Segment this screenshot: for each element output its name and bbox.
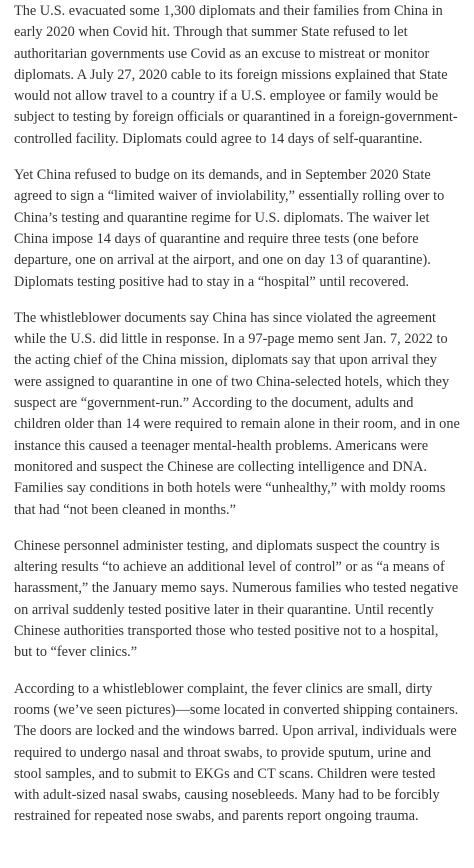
article-paragraph: The U.S. evacuated some 1,300 diplomats and their families from China in early 2020 when Covid hit. Through that summer State refused to let authoritarian governments use Covid as an excuse to mistreat or monitor diplomats. A July 27, 2020 cable to its foreign missions explained that State would not allow travel to a country if a U.S. employee or family would be subject to testing by foreign officials or quarantined in a foreign-government-controlled facility. Diplomats could agree to 14 days of self-quarantine. [14,3,458,147]
article-paragraph: Yet China refused to budge on its demands, and in September 2020 State agreed to sign a “limited waiver of inviolability,” essentially rolling over to China’s testing and quarantine regime for U.S. diplomats. The waiver let China impose 14 days of quarantine and require three tests (one before departure, one on arrival at the airport, and one on day 13 of quarantine). Diplomats testing positive had to stay in a “hospital” until recovered. [14,167,445,290]
article-paragraph: The whistleblower documents say China has since violated the agreement while the U.S. did little in response. In a 97-page memo sent Jan. 7, 2022 to the acting chief of the China mission, diplomats say that upon arrival they were assigned to quarantine in one of two China-selected hotels, which they suspect are “government-run.” According to the document, adults and children older than 14 were required to remain alone in their room, and in one instance this caused a teenager mental-health problems. Americans were monitored and suspect the Chinese are collecting intelligence and DNA. Families say conditions in both hotels were “unhealthy,” with moldy rooms that had “not been cleaned in months.” [14,309,460,518]
article-paragraph: Chinese personnel administer testing, and diplomats suspect the country is altering results “to achieve an additional level of control” or as “a means of harassment,” the January memo says. Numerous families who tested negative on arrival suddenly tested positive later in their quarantine. Until recently Chinese authorities transported those who tested positive not to a hospital, but to “fever clinics.” [14,537,459,661]
article-paragraph: According to a whistleblower complaint, the fever clinics are small, dirty rooms (we’ve seen pictures)—some located in converted shipping containers. The doors are locked and the windows barred. Upon arrival, individuals were required to undergo nasal and throat swabs, to provide sputum, urine and stool samples, and to submit to EKGs and CT scans. Children were tested with adult-sized nasal swabs, causing nosebleeds. Many had to be forcibly restrained for repeated nose swabs, and parents report ongoing trauma. [14,680,459,825]
